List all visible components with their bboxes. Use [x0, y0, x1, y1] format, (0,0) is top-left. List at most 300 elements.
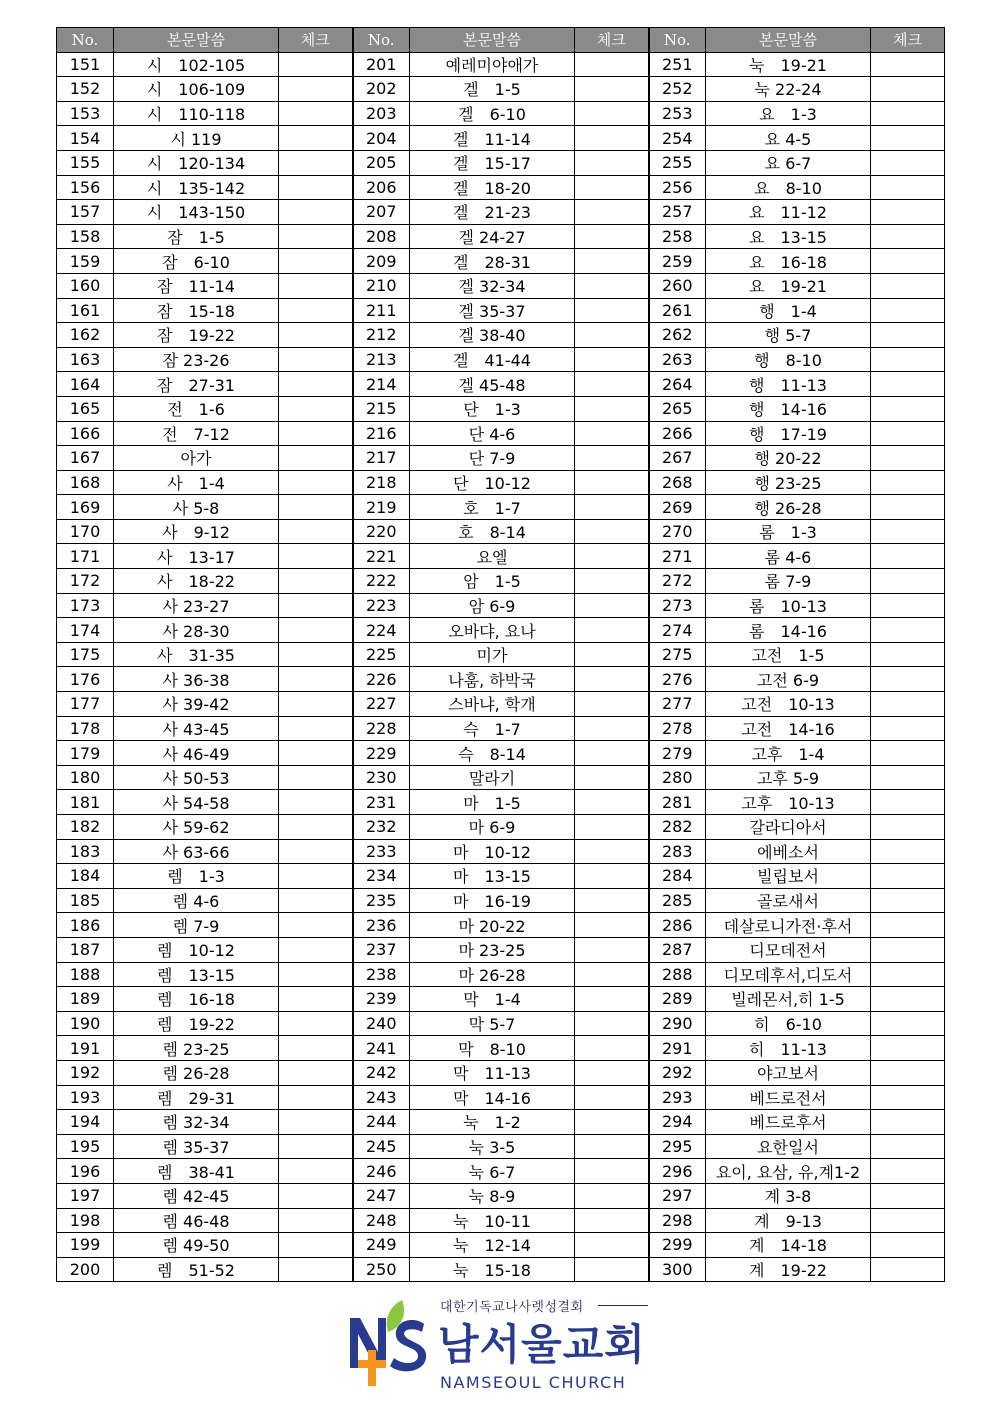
check-cell[interactable] [575, 888, 649, 913]
passage-text: 단 7-9 [410, 446, 575, 471]
check-cell[interactable] [279, 692, 353, 717]
check-cell[interactable] [279, 815, 353, 840]
day-number: 185 [57, 888, 114, 913]
check-cell[interactable] [575, 101, 649, 126]
passage-text: 겔 32-34 [410, 273, 575, 298]
day-number: 167 [57, 446, 114, 471]
check-cell[interactable] [871, 741, 945, 766]
check-cell[interactable] [279, 937, 353, 962]
check-cell[interactable] [871, 298, 945, 323]
day-number: 274 [649, 618, 706, 643]
day-number: 275 [649, 642, 706, 667]
check-cell[interactable] [575, 126, 649, 151]
day-number: 209 [353, 249, 410, 274]
table-row [57, 175, 945, 200]
check-cell[interactable] [279, 1257, 353, 1282]
check-cell[interactable] [871, 175, 945, 200]
check-cell[interactable] [575, 1110, 649, 1135]
check-cell[interactable] [871, 1134, 945, 1159]
passage-text: 눅 19-21 [706, 52, 871, 77]
day-number: 282 [649, 815, 706, 840]
passage-text: 막 5-7 [410, 1011, 575, 1036]
passage-text: 전 7-12 [114, 421, 279, 446]
check-cell[interactable] [871, 692, 945, 717]
day-number: 197 [57, 1183, 114, 1208]
passage-text: 시 143-150 [114, 200, 279, 225]
header-no: No. [353, 28, 410, 53]
check-cell[interactable] [575, 569, 649, 594]
check-cell[interactable] [871, 839, 945, 864]
check-cell[interactable] [279, 1060, 353, 1085]
day-number: 227 [353, 692, 410, 717]
check-cell[interactable] [279, 249, 353, 274]
check-cell[interactable] [575, 716, 649, 741]
check-cell[interactable] [575, 593, 649, 618]
church-logo [344, 1290, 654, 1400]
check-cell[interactable] [279, 593, 353, 618]
passage-text: 마 16-19 [410, 888, 575, 913]
passage-text: 시 106-109 [114, 77, 279, 102]
day-number: 226 [353, 667, 410, 692]
passage-text: 렘 42-45 [114, 1183, 279, 1208]
passage-text: 단 10-12 [410, 470, 575, 495]
check-cell[interactable] [279, 1208, 353, 1233]
check-cell[interactable] [575, 1233, 649, 1258]
check-cell[interactable] [575, 323, 649, 348]
day-number: 260 [649, 273, 706, 298]
day-number: 183 [57, 839, 114, 864]
check-cell[interactable] [279, 1011, 353, 1036]
passage-text: 겔 38-40 [410, 323, 575, 348]
check-cell[interactable] [871, 396, 945, 421]
check-cell[interactable] [279, 1134, 353, 1159]
check-cell[interactable] [871, 1011, 945, 1036]
check-cell[interactable] [575, 1257, 649, 1282]
check-cell[interactable] [871, 347, 945, 372]
check-cell[interactable] [575, 249, 649, 274]
header-check: 체크 [871, 28, 945, 53]
check-cell[interactable] [279, 716, 353, 741]
table-row [57, 323, 945, 348]
check-cell[interactable] [871, 987, 945, 1012]
check-cell[interactable] [871, 1085, 945, 1110]
check-cell[interactable] [279, 1085, 353, 1110]
day-number: 232 [353, 815, 410, 840]
check-cell[interactable] [279, 618, 353, 643]
table-row [57, 52, 945, 77]
passage-text: 사 31-35 [114, 642, 279, 667]
check-cell[interactable] [575, 692, 649, 717]
check-cell[interactable] [279, 298, 353, 323]
day-number: 172 [57, 569, 114, 594]
day-number: 224 [353, 618, 410, 643]
day-number: 236 [353, 913, 410, 938]
check-cell[interactable] [575, 298, 649, 323]
check-cell[interactable] [279, 495, 353, 520]
check-cell[interactable] [575, 396, 649, 421]
passage-text: 시 102-105 [114, 52, 279, 77]
check-cell[interactable] [575, 175, 649, 200]
check-cell[interactable] [279, 396, 353, 421]
check-cell[interactable] [871, 1036, 945, 1061]
check-cell[interactable] [279, 864, 353, 889]
day-number: 287 [649, 937, 706, 962]
day-number: 219 [353, 495, 410, 520]
check-cell[interactable] [575, 815, 649, 840]
day-number: 212 [353, 323, 410, 348]
day-number: 192 [57, 1060, 114, 1085]
header-passage: 본문말씀 [706, 28, 871, 53]
check-cell[interactable] [871, 913, 945, 938]
passage-text: 계 3-8 [706, 1183, 871, 1208]
check-cell[interactable] [871, 1257, 945, 1282]
check-cell[interactable] [575, 913, 649, 938]
passage-text: 미가 [410, 642, 575, 667]
check-cell[interactable] [575, 741, 649, 766]
check-cell[interactable] [575, 200, 649, 225]
day-number: 196 [57, 1159, 114, 1184]
check-cell[interactable] [575, 150, 649, 175]
day-number: 293 [649, 1085, 706, 1110]
check-cell[interactable] [871, 1110, 945, 1135]
day-number: 230 [353, 765, 410, 790]
table-row [57, 126, 945, 151]
day-number: 154 [57, 126, 114, 151]
day-number: 276 [649, 667, 706, 692]
check-cell[interactable] [871, 888, 945, 913]
table-row [57, 101, 945, 126]
check-cell[interactable] [279, 101, 353, 126]
check-cell[interactable] [575, 273, 649, 298]
passage-text: 겔 35-37 [410, 298, 575, 323]
passage-text: 사 46-49 [114, 741, 279, 766]
check-cell[interactable] [871, 470, 945, 495]
church-name-english: NAMSEOUL CHURCH [440, 1373, 627, 1392]
check-cell[interactable] [279, 987, 353, 1012]
check-cell[interactable] [871, 101, 945, 126]
check-cell[interactable] [279, 1110, 353, 1135]
check-cell[interactable] [871, 446, 945, 471]
day-number: 289 [649, 987, 706, 1012]
check-cell[interactable] [279, 913, 353, 938]
check-cell[interactable] [279, 470, 353, 495]
check-cell[interactable] [279, 77, 353, 102]
day-number: 225 [353, 642, 410, 667]
check-cell[interactable] [575, 470, 649, 495]
passage-text: 시 119 [114, 126, 279, 151]
check-cell[interactable] [279, 765, 353, 790]
check-cell[interactable] [871, 864, 945, 889]
day-number: 210 [353, 273, 410, 298]
check-cell[interactable] [575, 1060, 649, 1085]
passage-text: 렘 32-34 [114, 1110, 279, 1135]
check-cell[interactable] [575, 421, 649, 446]
check-cell[interactable] [871, 323, 945, 348]
day-number: 201 [353, 52, 410, 77]
check-cell[interactable] [575, 519, 649, 544]
check-cell[interactable] [575, 1011, 649, 1036]
check-cell[interactable] [871, 667, 945, 692]
day-number: 203 [353, 101, 410, 126]
passage-text: 요 16-18 [706, 249, 871, 274]
check-cell[interactable] [871, 716, 945, 741]
check-cell[interactable] [575, 1208, 649, 1233]
check-cell[interactable] [871, 200, 945, 225]
passage-text: 잠 1-5 [114, 224, 279, 249]
check-cell[interactable] [575, 347, 649, 372]
check-cell[interactable] [279, 52, 353, 77]
passage-text: 렘 16-18 [114, 987, 279, 1012]
check-cell[interactable] [871, 642, 945, 667]
check-cell[interactable] [575, 372, 649, 397]
check-cell[interactable] [871, 77, 945, 102]
check-cell[interactable] [575, 544, 649, 569]
passage-text: 마 13-15 [410, 864, 575, 889]
check-cell[interactable] [871, 544, 945, 569]
passage-text: 행 1-4 [706, 298, 871, 323]
check-cell[interactable] [279, 421, 353, 446]
check-cell[interactable] [871, 1060, 945, 1085]
day-number: 214 [353, 372, 410, 397]
table-row [57, 913, 945, 938]
day-number: 158 [57, 224, 114, 249]
day-number: 170 [57, 519, 114, 544]
table-body [57, 52, 945, 1282]
check-cell[interactable] [575, 495, 649, 520]
check-cell[interactable] [279, 519, 353, 544]
check-cell[interactable] [871, 273, 945, 298]
day-number: 295 [649, 1134, 706, 1159]
passage-text: 디모데후서,디도서 [706, 962, 871, 987]
check-cell[interactable] [575, 1134, 649, 1159]
check-cell[interactable] [279, 1233, 353, 1258]
day-number: 241 [353, 1036, 410, 1061]
check-cell[interactable] [575, 1159, 649, 1184]
passage-text: 행 26-28 [706, 495, 871, 520]
check-cell[interactable] [871, 1233, 945, 1258]
check-cell[interactable] [575, 224, 649, 249]
check-cell[interactable] [279, 175, 353, 200]
check-cell[interactable] [279, 790, 353, 815]
day-number: 204 [353, 126, 410, 151]
day-number: 175 [57, 642, 114, 667]
check-cell[interactable] [575, 937, 649, 962]
check-cell[interactable] [871, 1208, 945, 1233]
check-cell[interactable] [575, 962, 649, 987]
check-cell[interactable] [871, 937, 945, 962]
passage-text: 계 9-13 [706, 1208, 871, 1233]
table-row [57, 1159, 945, 1184]
check-cell[interactable] [871, 519, 945, 544]
header-passage: 본문말씀 [410, 28, 575, 53]
day-number: 163 [57, 347, 114, 372]
check-cell[interactable] [279, 1183, 353, 1208]
day-number: 281 [649, 790, 706, 815]
day-number: 243 [353, 1085, 410, 1110]
passage-text: 데살로니가전·후서 [706, 913, 871, 938]
passage-text: 사 9-12 [114, 519, 279, 544]
day-number: 267 [649, 446, 706, 471]
passage-text: 행 20-22 [706, 446, 871, 471]
check-cell[interactable] [871, 962, 945, 987]
passage-text: 고후 5-9 [706, 765, 871, 790]
table-row [57, 347, 945, 372]
check-cell[interactable] [575, 1036, 649, 1061]
passage-text: 행 11-13 [706, 372, 871, 397]
passage-text: 마 20-22 [410, 913, 575, 938]
check-cell[interactable] [575, 1085, 649, 1110]
table-row [57, 593, 945, 618]
check-cell[interactable] [871, 1159, 945, 1184]
header-no: No. [57, 28, 114, 53]
table-row [57, 618, 945, 643]
check-cell[interactable] [279, 273, 353, 298]
check-cell[interactable] [279, 544, 353, 569]
passage-text: 사 43-45 [114, 716, 279, 741]
check-cell[interactable] [871, 618, 945, 643]
table-row [57, 273, 945, 298]
passage-text: 잠 11-14 [114, 273, 279, 298]
table-row [57, 1208, 945, 1233]
passage-text: 렘 23-25 [114, 1036, 279, 1061]
check-cell[interactable] [871, 495, 945, 520]
day-number: 290 [649, 1011, 706, 1036]
check-cell[interactable] [575, 618, 649, 643]
day-number: 181 [57, 790, 114, 815]
passage-text: 렘 10-12 [114, 937, 279, 962]
check-cell[interactable] [871, 569, 945, 594]
check-cell[interactable] [871, 790, 945, 815]
day-number: 299 [649, 1233, 706, 1258]
day-number: 269 [649, 495, 706, 520]
day-number: 234 [353, 864, 410, 889]
day-number: 152 [57, 77, 114, 102]
check-cell[interactable] [871, 421, 945, 446]
day-number: 173 [57, 593, 114, 618]
check-cell[interactable] [575, 642, 649, 667]
table-row [57, 667, 945, 692]
passage-text: 요 13-15 [706, 224, 871, 249]
day-number: 278 [649, 716, 706, 741]
table-row [57, 569, 945, 594]
day-number: 239 [353, 987, 410, 1012]
check-cell[interactable] [279, 372, 353, 397]
passage-text: 요한일서 [706, 1134, 871, 1159]
passage-text: 겔 6-10 [410, 101, 575, 126]
check-cell[interactable] [871, 249, 945, 274]
denomination-label: 대한기독교나사렛성결회 [440, 1300, 584, 1315]
day-number: 216 [353, 421, 410, 446]
check-cell[interactable] [279, 200, 353, 225]
passage-text: 행 8-10 [706, 347, 871, 372]
passage-text: 눅 3-5 [410, 1134, 575, 1159]
check-cell[interactable] [871, 593, 945, 618]
day-number: 207 [353, 200, 410, 225]
day-number: 222 [353, 569, 410, 594]
passage-text: 렘 19-22 [114, 1011, 279, 1036]
check-cell[interactable] [871, 150, 945, 175]
check-cell[interactable] [871, 372, 945, 397]
check-cell[interactable] [279, 126, 353, 151]
day-number: 297 [649, 1183, 706, 1208]
table-row [57, 1011, 945, 1036]
passage-text: 사 1-4 [114, 470, 279, 495]
check-cell[interactable] [279, 888, 353, 913]
check-cell[interactable] [575, 864, 649, 889]
passage-text: 롬 1-3 [706, 519, 871, 544]
check-cell[interactable] [871, 52, 945, 77]
day-number: 237 [353, 937, 410, 962]
table-row [57, 495, 945, 520]
check-cell[interactable] [279, 347, 353, 372]
check-cell[interactable] [279, 741, 353, 766]
check-cell[interactable] [575, 765, 649, 790]
check-cell[interactable] [279, 667, 353, 692]
passage-text: 막 1-4 [410, 987, 575, 1012]
passage-text: 겔 41-44 [410, 347, 575, 372]
day-number: 168 [57, 470, 114, 495]
passage-text: 고전 6-9 [706, 667, 871, 692]
check-cell[interactable] [575, 667, 649, 692]
table-row [57, 815, 945, 840]
day-number: 233 [353, 839, 410, 864]
check-cell[interactable] [279, 150, 353, 175]
check-cell[interactable] [279, 839, 353, 864]
day-number: 248 [353, 1208, 410, 1233]
check-cell[interactable] [575, 790, 649, 815]
check-cell[interactable] [871, 765, 945, 790]
passage-text: 야고보서 [706, 1060, 871, 1085]
day-number: 157 [57, 200, 114, 225]
table-row [57, 519, 945, 544]
check-cell[interactable] [279, 1036, 353, 1061]
day-number: 151 [57, 52, 114, 77]
passage-text: 요 4-5 [706, 126, 871, 151]
table-row [57, 372, 945, 397]
check-cell[interactable] [575, 52, 649, 77]
check-cell[interactable] [279, 1159, 353, 1184]
check-cell[interactable] [575, 839, 649, 864]
check-cell[interactable] [279, 323, 353, 348]
check-cell[interactable] [279, 962, 353, 987]
header-check: 체크 [279, 28, 353, 53]
table-row [57, 1183, 945, 1208]
check-cell[interactable] [279, 569, 353, 594]
check-cell[interactable] [575, 1183, 649, 1208]
day-number: 271 [649, 544, 706, 569]
passage-text: 겔 24-27 [410, 224, 575, 249]
passage-text: 고후 10-13 [706, 790, 871, 815]
check-cell[interactable] [575, 77, 649, 102]
check-cell[interactable] [871, 126, 945, 151]
passage-text: 계 14-18 [706, 1233, 871, 1258]
check-cell[interactable] [871, 815, 945, 840]
passage-text: 사 54-58 [114, 790, 279, 815]
passage-text: 잠 19-22 [114, 323, 279, 348]
check-cell[interactable] [279, 642, 353, 667]
passage-text: 고전 1-5 [706, 642, 871, 667]
passage-text: 시 120-134 [114, 150, 279, 175]
check-cell[interactable] [279, 446, 353, 471]
check-cell[interactable] [575, 446, 649, 471]
check-cell[interactable] [871, 224, 945, 249]
check-cell[interactable] [871, 1183, 945, 1208]
day-number: 250 [353, 1257, 410, 1282]
check-cell[interactable] [279, 224, 353, 249]
passage-text: 골로새서 [706, 888, 871, 913]
day-number: 174 [57, 618, 114, 643]
check-cell[interactable] [575, 987, 649, 1012]
